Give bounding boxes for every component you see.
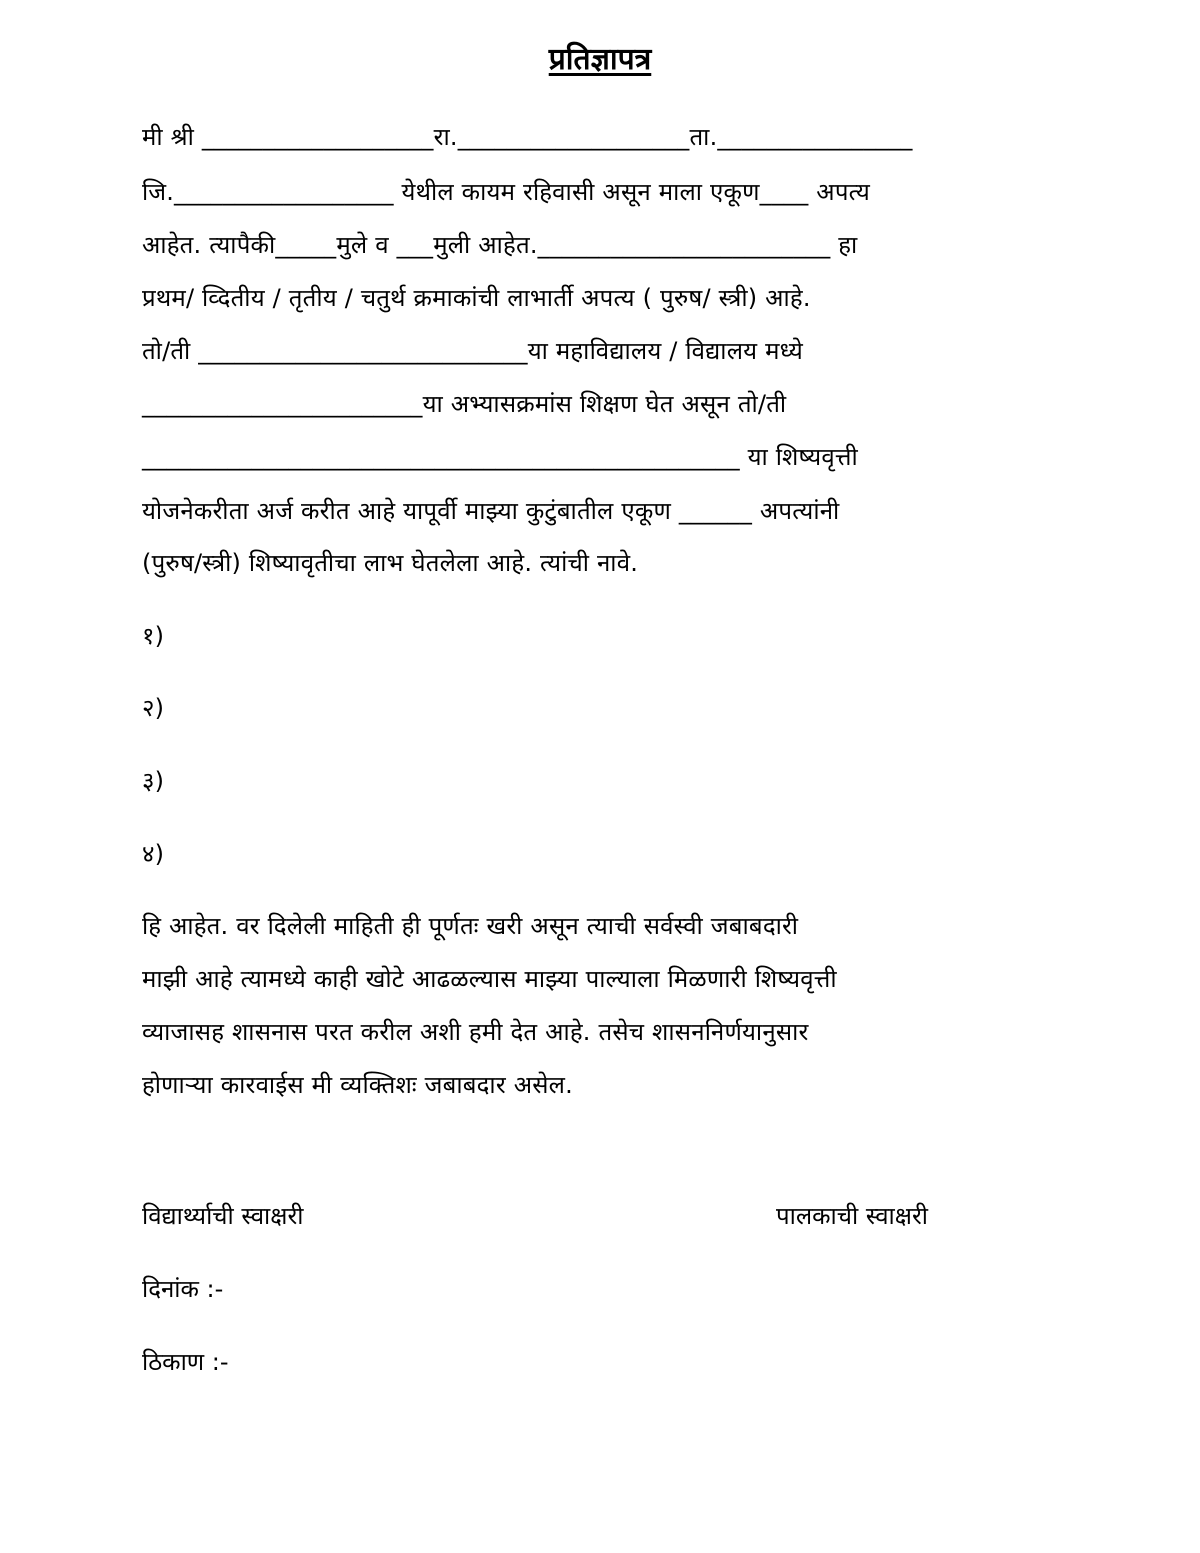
parent-signature-label: पालकाची स्वाक्षरी	[776, 1202, 928, 1230]
list-item: २)	[142, 694, 165, 722]
paragraph-1-line-4: प्रथम/ व्दितीय / तृतीय / चतुर्थ क्रमाकांची लाभार्ती अपत्य ( पुरुष/ स्त्री) आहे.	[142, 284, 811, 312]
list-item: ४)	[142, 840, 165, 868]
date-label: दिनांक :-	[142, 1275, 224, 1303]
paragraph-1-line-1: मी श्री ___________________रा.___________________ता.________________	[142, 123, 913, 151]
student-signature-label: विद्यार्थ्याची स्वाक्षरी	[142, 1202, 304, 1230]
paragraph-1-line-7: _________________________________________________ या शिष्यवृत्ती	[142, 443, 858, 471]
paragraph-2-line-2: माझी आहे त्यामध्ये काही खोटे आढळल्यास माझ्या पाल्याला मिळणारी शिष्यवृत्ती	[142, 965, 837, 993]
paragraph-1-line-8: योजनेकरीता अर्ज करीत आहे यापूर्वी माझ्या कुटुंबातील एकूण ______ अपत्यांनी	[142, 497, 840, 525]
page-title: प्रतिज्ञापत्र	[548, 42, 652, 77]
paragraph-1-line-6: _______________________या अभ्यासक्रमांस शिक्षण घेत असून तो/ती	[142, 390, 787, 418]
paragraph-1-line-5: तो/ती ___________________________या महाविद्यालय / विद्यालय मध्ये	[142, 337, 804, 365]
paragraph-2-line-4: होणाऱ्या कारवाईस मी व्यक्तिशः जबाबदार असेल.	[142, 1071, 573, 1099]
paragraph-1-line-3: आहेत. त्यापैकी_____मुले व ___मुली आहेत.________________________ हा	[142, 231, 858, 259]
paragraph-2-line-1: हि आहेत. वर दिलेली माहिती ही पूर्णतः खरी असून त्याची सर्वस्वी जबाबदारी	[142, 912, 799, 940]
place-label: ठिकाण :-	[142, 1348, 229, 1376]
list-item: ३)	[142, 767, 165, 795]
paragraph-2-line-3: व्याजासह शासनास परत करील अशी हमी देत आहे. तसेच शासननिर्णयानुसार	[142, 1018, 809, 1046]
list-item: १)	[142, 622, 165, 650]
paragraph-1-line-2: जि.__________________ येथील कायम रहिवासी असून माला एकूण____ अपत्य	[142, 178, 870, 206]
paragraph-1-line-9: (पुरुष/स्त्री) शिष्यावृतीचा लाभ घेतलेला आहे. त्यांची नावे.	[142, 549, 639, 577]
